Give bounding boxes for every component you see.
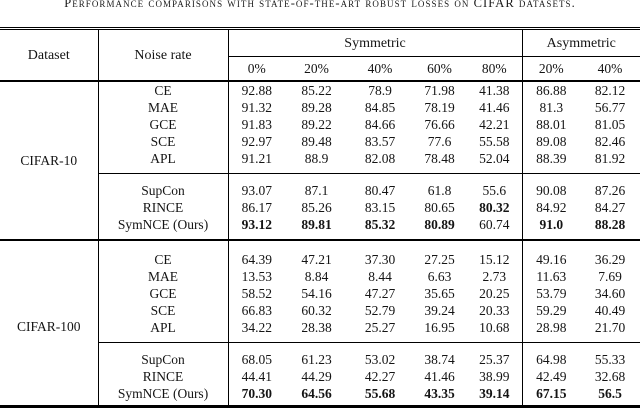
value-cell: 21.70 bbox=[594, 320, 626, 335]
value-cell: 36.29 bbox=[594, 252, 626, 267]
value-cell: 89.08 bbox=[522, 133, 580, 150]
value-cell: 41.38 bbox=[479, 83, 510, 98]
value-cell: 78.9 bbox=[368, 83, 392, 98]
value-cell: 56.5 bbox=[580, 385, 640, 407]
results-table bbox=[0, 27, 640, 408]
value-cell: 88.01 bbox=[522, 116, 580, 133]
value-cell: 89.28 bbox=[301, 100, 332, 115]
value-cell: 44.41 bbox=[241, 369, 272, 384]
value-cell: 37.30 bbox=[364, 252, 396, 267]
value-cell: 61.23 bbox=[301, 352, 332, 367]
value-cell: 85.22 bbox=[301, 83, 332, 98]
value-cell: 54.16 bbox=[301, 286, 332, 301]
value-cell: 84.66 bbox=[364, 117, 396, 132]
value-cell: 93.07 bbox=[241, 183, 272, 198]
value-cell: 60.32 bbox=[301, 303, 332, 318]
value-cell: 78.19 bbox=[424, 100, 455, 115]
value-cell: 81.05 bbox=[594, 117, 626, 132]
value-cell: 40.49 bbox=[594, 303, 626, 318]
value-cell: 66.83 bbox=[241, 303, 272, 318]
value-cell: 91.21 bbox=[241, 151, 272, 166]
value-cell: 53.02 bbox=[364, 352, 396, 367]
value-cell: 82.08 bbox=[364, 151, 396, 166]
value-cell: 88.28 bbox=[594, 217, 626, 232]
value-cell: 28.38 bbox=[301, 320, 332, 335]
value-cell: 41.46 bbox=[424, 369, 455, 384]
value-cell: 82.12 bbox=[594, 83, 626, 98]
value-cell: 68.05 bbox=[241, 352, 272, 367]
section-divider-row bbox=[0, 240, 640, 251]
value-cell: 20.33 bbox=[479, 303, 510, 318]
col-header-noise-rate: Noise rate bbox=[98, 29, 228, 82]
value-cell: 64.39 bbox=[241, 252, 272, 267]
table-caption: Performance comparisons with state-of-the-art robust losses on CIFAR datasets. bbox=[64, 0, 576, 10]
value-cell: 59.29 bbox=[522, 302, 580, 319]
value-cell: 86.17 bbox=[241, 200, 272, 215]
value-cell: 2.73 bbox=[482, 269, 507, 284]
data-row bbox=[0, 81, 640, 99]
value-cell: 76.66 bbox=[424, 117, 455, 132]
value-cell: 77.6 bbox=[427, 134, 452, 149]
col-header-sym-80: 80% bbox=[467, 57, 522, 82]
block-divider-cell bbox=[228, 343, 285, 352]
value-cell: 32.68 bbox=[594, 369, 626, 384]
value-cell: 15.12 bbox=[479, 252, 510, 267]
value-cell: 44.29 bbox=[301, 369, 332, 384]
method-label: MAE bbox=[98, 99, 228, 116]
value-cell: 89.81 bbox=[301, 217, 332, 232]
method-label: MAE bbox=[98, 268, 228, 285]
section-divider-cell bbox=[412, 240, 467, 251]
value-cell: 52.04 bbox=[479, 151, 510, 166]
value-cell: 86.88 bbox=[522, 81, 580, 99]
value-cell: 47.27 bbox=[364, 286, 396, 301]
method-label: APL bbox=[98, 319, 228, 343]
method-label: SupCon bbox=[98, 182, 228, 199]
method-label: SymNCE (Ours) bbox=[98, 216, 228, 240]
value-cell: 90.08 bbox=[522, 182, 580, 199]
value-cell: 49.16 bbox=[522, 251, 580, 268]
value-cell: 55.33 bbox=[594, 352, 626, 367]
value-cell: 39.14 bbox=[467, 385, 522, 407]
block-divider-cell bbox=[285, 343, 348, 352]
section-divider-cell bbox=[348, 240, 412, 251]
value-cell: 11.63 bbox=[522, 268, 580, 285]
method-label: SCE bbox=[98, 133, 228, 150]
block-divider-cell bbox=[412, 343, 467, 352]
value-cell: 87.26 bbox=[594, 183, 626, 198]
value-cell: 35.65 bbox=[424, 286, 455, 301]
section-divider-cell bbox=[285, 240, 348, 251]
col-group-symmetric: Symmetric bbox=[228, 29, 522, 57]
value-cell: 89.22 bbox=[301, 117, 332, 132]
block-divider-cell bbox=[98, 343, 228, 352]
value-cell: 71.98 bbox=[424, 83, 455, 98]
value-cell: 25.37 bbox=[479, 352, 510, 367]
value-cell: 84.92 bbox=[522, 199, 580, 216]
value-cell: 81.3 bbox=[522, 99, 580, 116]
value-cell: 42.21 bbox=[479, 117, 510, 132]
data-row bbox=[0, 251, 640, 268]
value-cell: 92.88 bbox=[241, 83, 272, 98]
value-cell: 64.98 bbox=[522, 351, 580, 368]
value-cell: 8.84 bbox=[304, 269, 329, 284]
method-label: CE bbox=[98, 81, 228, 99]
value-cell: 43.35 bbox=[412, 385, 467, 407]
value-cell: 47.21 bbox=[301, 252, 332, 267]
value-cell: 70.30 bbox=[228, 385, 285, 407]
method-label: CE bbox=[98, 251, 228, 268]
col-group-asymmetric: Asymmetric bbox=[522, 29, 640, 57]
value-cell: 13.53 bbox=[241, 269, 272, 284]
section-divider-cell bbox=[228, 240, 285, 251]
value-cell: 34.60 bbox=[594, 286, 626, 301]
col-header-asym-20: 20% bbox=[522, 57, 580, 82]
block-divider-cell bbox=[348, 174, 412, 183]
value-cell: 88.9 bbox=[304, 151, 329, 166]
method-label: RINCE bbox=[98, 368, 228, 385]
block-divider-cell bbox=[467, 174, 522, 183]
block-divider-cell bbox=[98, 174, 228, 183]
value-cell: 55.58 bbox=[479, 134, 510, 149]
col-header-sym-0: 0% bbox=[228, 57, 285, 82]
value-cell: 38.99 bbox=[479, 369, 510, 384]
value-cell: 80.32 bbox=[479, 200, 510, 215]
method-label: GCE bbox=[98, 285, 228, 302]
method-label: SupCon bbox=[98, 351, 228, 368]
col-header-asym-40: 40% bbox=[580, 57, 640, 82]
value-cell: 42.49 bbox=[522, 368, 580, 385]
value-cell: 93.12 bbox=[241, 217, 272, 232]
block-divider-cell bbox=[580, 343, 640, 352]
value-cell: 85.32 bbox=[364, 217, 396, 232]
value-cell: 84.85 bbox=[364, 100, 396, 115]
value-cell: 41.46 bbox=[479, 100, 510, 115]
value-cell: 55.6 bbox=[482, 183, 507, 198]
col-header-sym-20: 20% bbox=[285, 57, 348, 82]
value-cell: 55.68 bbox=[348, 385, 412, 407]
block-divider-cell bbox=[412, 174, 467, 183]
section-divider-cell bbox=[580, 240, 640, 251]
value-cell: 78.48 bbox=[424, 151, 455, 166]
block-divider-cell bbox=[580, 174, 640, 183]
value-cell: 85.26 bbox=[301, 200, 332, 215]
value-cell: 92.97 bbox=[241, 134, 272, 149]
value-cell: 25.27 bbox=[364, 320, 396, 335]
value-cell: 89.48 bbox=[301, 134, 332, 149]
section-divider-cell bbox=[98, 240, 228, 251]
value-cell: 42.27 bbox=[364, 369, 396, 384]
value-cell: 6.63 bbox=[427, 269, 452, 284]
block-divider-cell bbox=[467, 343, 522, 352]
value-cell: 80.65 bbox=[424, 200, 455, 215]
value-cell: 83.57 bbox=[364, 134, 396, 149]
section-divider-cell bbox=[522, 240, 580, 251]
value-cell: 83.15 bbox=[364, 200, 396, 215]
value-cell: 28.98 bbox=[522, 319, 580, 343]
value-cell: 60.74 bbox=[479, 217, 510, 232]
value-cell: 8.44 bbox=[368, 269, 392, 284]
value-cell: 81.92 bbox=[594, 151, 626, 166]
value-cell: 82.46 bbox=[594, 134, 626, 149]
value-cell: 88.39 bbox=[522, 150, 580, 174]
value-cell: 91.32 bbox=[241, 100, 272, 115]
value-cell: 58.52 bbox=[241, 286, 272, 301]
col-header-sym-40: 40% bbox=[348, 57, 412, 82]
method-label: SymNCE (Ours) bbox=[98, 385, 228, 407]
value-cell: 67.15 bbox=[522, 385, 580, 407]
value-cell: 38.74 bbox=[424, 352, 455, 367]
col-header-dataset: Dataset bbox=[0, 29, 98, 82]
value-cell: 10.68 bbox=[479, 320, 510, 335]
block-divider-cell bbox=[228, 174, 285, 183]
value-cell: 80.47 bbox=[364, 183, 396, 198]
value-cell: 84.27 bbox=[594, 200, 626, 215]
col-header-sym-60: 60% bbox=[412, 57, 467, 82]
method-label: RINCE bbox=[98, 199, 228, 216]
value-cell: 91.0 bbox=[522, 216, 580, 240]
block-divider-cell bbox=[522, 174, 580, 183]
value-cell: 87.1 bbox=[304, 183, 329, 198]
value-cell: 53.79 bbox=[522, 285, 580, 302]
block-divider-cell bbox=[348, 343, 412, 352]
value-cell: 27.25 bbox=[424, 252, 455, 267]
value-cell: 91.83 bbox=[241, 117, 272, 132]
value-cell: 52.79 bbox=[364, 303, 396, 318]
block-divider-cell bbox=[285, 174, 348, 183]
method-label: APL bbox=[98, 150, 228, 174]
value-cell: 56.77 bbox=[594, 100, 626, 115]
dataset-label: CIFAR-100 bbox=[0, 251, 98, 407]
value-cell: 39.24 bbox=[424, 303, 455, 318]
value-cell: 16.95 bbox=[424, 320, 455, 335]
section-divider-cell bbox=[467, 240, 522, 251]
value-cell: 20.25 bbox=[479, 286, 510, 301]
value-cell: 7.69 bbox=[598, 269, 622, 284]
value-cell: 61.8 bbox=[427, 183, 452, 198]
section-divider-cell bbox=[0, 240, 98, 251]
header-row-groups bbox=[0, 29, 640, 57]
value-cell: 64.56 bbox=[285, 385, 348, 407]
method-label: GCE bbox=[98, 116, 228, 133]
method-label: SCE bbox=[98, 302, 228, 319]
value-cell: 80.89 bbox=[424, 217, 455, 232]
block-divider-cell bbox=[522, 343, 580, 352]
value-cell: 34.22 bbox=[241, 320, 272, 335]
dataset-label: CIFAR-10 bbox=[0, 81, 98, 240]
